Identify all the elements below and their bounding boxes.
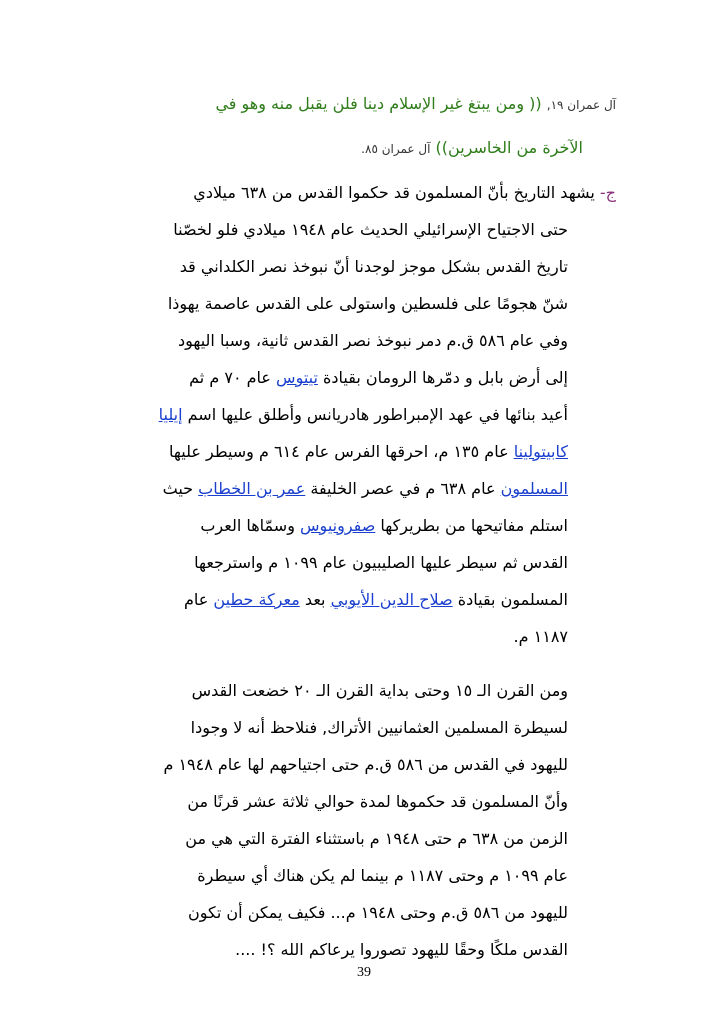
link-aelia[interactable]: إيليا — [158, 405, 183, 424]
para1-line-8 — [169, 442, 568, 462]
quote-text-1: (( ومن يبتغ غير الإسلام دينا فلن يقبل منه وهو في — [215, 94, 542, 113]
link-omar[interactable]: عمر بن الخطاب — [198, 479, 306, 498]
page-number: 39 — [357, 965, 371, 980]
quote-line-1 — [215, 94, 616, 115]
para1-line-11: القدس ثم سيطر عليها الصليبيون عام ١٠٩٩ م واسترجعها — [194, 553, 568, 572]
para2-line-1: ومن القرن الـ ١٥ وحتى بداية القرن الـ ٢٠ خضعت القدس — [191, 681, 568, 700]
para2-line-4: وأنّ المسلمون قد حكموها لمدة حوالي ثلاثة عشر قرنًا من — [187, 792, 568, 811]
para1-line-13: ١١٨٧ م. — [513, 627, 568, 646]
para1-line-7 — [159, 405, 568, 425]
para1-text-12c: عام — [184, 590, 214, 609]
para2-line-5: الزمن من ٦٣٨ م حتى ١٩٤٨ م باستثناء الفترة التي هي من — [185, 829, 568, 848]
link-sophronius[interactable]: صفرونيوس — [300, 516, 376, 535]
link-titus[interactable]: تيتوس — [276, 368, 318, 387]
para2-line-6: عام ١٠٩٩ م وحتى ١١٨٧ م بينما لم يكن هناك أي سيطرة — [197, 866, 568, 885]
quote-source-1: آل عمران ١٩, — [546, 98, 616, 112]
paragraph-marker: ج- — [599, 183, 616, 202]
para2-line-3: لليهود في القدس من ٥٨٦ ق.م حتى اجتياحهم لها عام ١٩٤٨ م — [163, 755, 568, 774]
para1-line-2: حتى الاجتياح الإسرائيلي الحديث عام ١٩٤٨ ميلادي فلو لخصّنا — [173, 220, 568, 239]
para2-line-8: القدس ملكًا وحقًا لليهود تصوروا يرعاكم الله ؟! .... — [235, 940, 568, 959]
para1-line-12 — [184, 590, 568, 610]
para1-text-10a: استلم مفاتيحها من بطريركها — [375, 516, 568, 535]
link-hattin[interactable]: معركة حطين — [213, 590, 300, 609]
para1-text-12a: المسلمون بقيادة — [452, 590, 568, 609]
link-capitolina[interactable]: كابيتولينا — [513, 442, 568, 461]
quote-text-2: الآخرة من الخاسرين)) — [435, 138, 583, 157]
para2-line-7: لليهود من ٥٨٦ ق.م وحتى ١٩٤٨ م... فكيف يمكن أن تكون — [188, 903, 568, 922]
para1-text-9b: عام ٦٣٨ م في عصر الخليفة — [305, 479, 501, 498]
para1-text-12b: بعد — [299, 590, 331, 609]
para1-line-5: وفي عام ٥٨٦ ق.م دمر نبوخذ نصر القدس ثانية، وسبا اليهود — [177, 331, 568, 350]
para1-text-6b: عام ٧٠ م ثم — [189, 368, 277, 387]
para1-line-4: شنّ هجومًا على فلسطين واستولى على القدس عاصمة يهوذا — [167, 294, 568, 313]
para1-text-1: يشهد التاريخ بأنّ المسلمون قد حكموا القدس من ٦٣٨ ميلادي — [193, 183, 595, 202]
link-saladin[interactable]: صلاح الدين الأيوبي — [330, 590, 453, 609]
para1-text-8b: عام ١٣٥ م، احرقها الفرس عام ٦١٤ م وسيطر عليها — [168, 442, 514, 461]
para1-text-6a: إلى أرض بابل و دمّرها الرومان بقيادة — [317, 368, 568, 387]
para1-line-3: تاريخ القدس بشكل موجز لوجدنا أنّ نبوخذ نصر الكلداني قد — [179, 257, 568, 276]
para1-line-10 — [200, 516, 568, 536]
link-muslims[interactable]: المسلمون — [500, 479, 568, 498]
quote-line-2 — [361, 138, 583, 159]
para1-text-7a: أعيد بنائها في عهد الإمبراطور هادريانس وأطلق عليها اسم — [182, 405, 568, 424]
para1-text-9c: حيث — [162, 479, 199, 498]
para1-line-6 — [189, 368, 568, 388]
quote-source-2: آل عمران ٨٥. — [361, 142, 431, 156]
para1-text-10b: وسمّاها العرب — [200, 516, 301, 535]
para1-line-9 — [163, 479, 568, 499]
para1-line-1 — [193, 183, 616, 203]
para2-line-2: لسيطرة المسلمين العثمانيين الأتراك, فنلاحظ أنه لا وجودا — [190, 718, 568, 737]
